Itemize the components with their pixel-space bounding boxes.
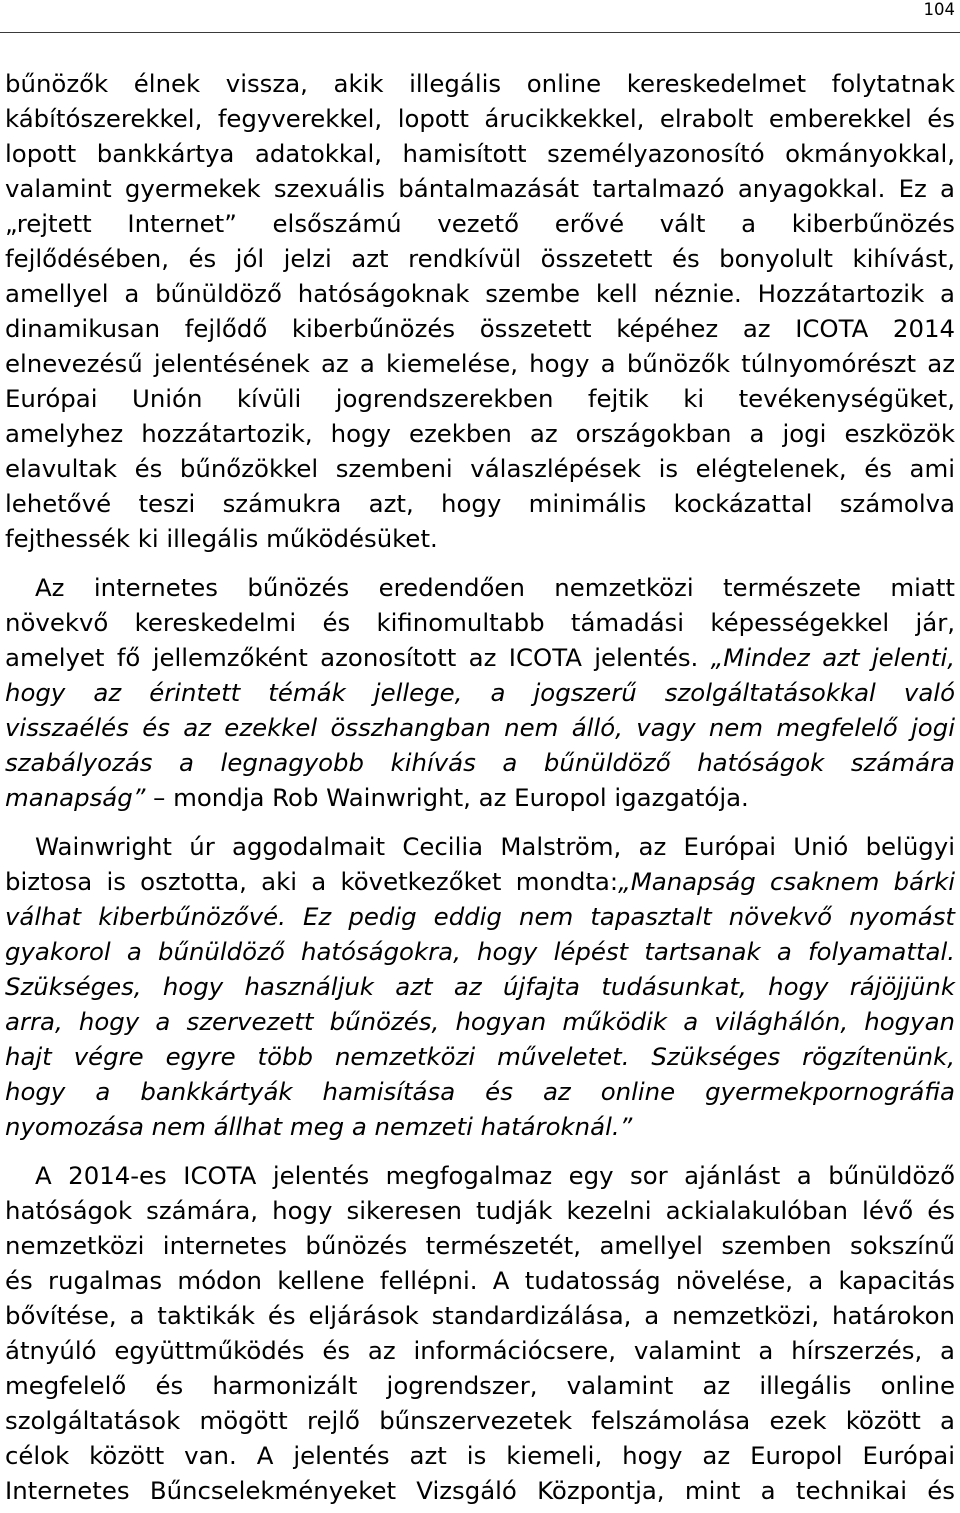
text-line [5, 605, 955, 640]
line-text: amelyet fő jellemzőként azonosított az ICOTA jelentés. [5, 643, 711, 672]
text-line [5, 640, 955, 675]
line-text: elavultak és bűnőzökkel szembeni válaszlépések is elégtelenek, és ami [5, 454, 955, 483]
line-text: hatóságok számára, hogy sikeresen tudják kezelni ackialakulóban lévő és [5, 1196, 955, 1225]
quote-text: hajt végre egyre több nemzetközi műveletet. Szükséges rögzítenünk, [5, 1042, 955, 1071]
text-line [5, 1473, 955, 1508]
line-text: Európai Unión kívüli jogrendszerekben fejtik ki tevékenységüket, [5, 384, 955, 413]
quote-text: szabályozás a legnagyobb kihívás a bűnüldöző hatóságok számára [5, 748, 955, 777]
line-text: lopott bankkártya adatokkal, hamisított személyazonosító okmányokkal, [5, 139, 955, 168]
text-line [5, 381, 955, 416]
text-line [5, 899, 955, 934]
line-text: amelyhez hozzátartozik, hogy ezekben az országokban a jogi eszközök [5, 419, 955, 448]
text-line [5, 675, 955, 710]
text-line [5, 241, 955, 276]
text-line [5, 780, 955, 815]
text-line [5, 829, 955, 864]
text-line [5, 1263, 955, 1298]
quote-text: gyakorol a bűnüldöző hatóságokra, hogy lépést tartsanak a folyamattal. [5, 937, 955, 966]
line-text: elnevezésű jelentésének az a kiemelése, hogy a bűnözők túlnyomórészt az [5, 349, 955, 378]
text-line [5, 451, 955, 486]
line-text: A 2014-es ICOTA jelentés megfogalmaz egy sor ajánlást a bűnüldöző [35, 1161, 955, 1190]
quote-text: hogy a bankkártyák hamisítása és az online gyermekpornográfia [5, 1077, 955, 1106]
paragraph-recommendations [5, 1158, 955, 1508]
paragraph-europol-quote [5, 570, 955, 815]
quote-text: arra, hogy a szervezett bűnözés, hogyan működik a világhálón, hogyan [5, 1007, 955, 1036]
quote-text: nyomozása nem állhat meg a nemzeti határoknál.” [5, 1112, 633, 1141]
text-line [5, 486, 955, 521]
line-text: valamint gyermekek szexuális bántalmazását tartalmazó anyagokkal. Ez a [5, 174, 955, 203]
text-body [5, 66, 955, 1508]
line-text: megfelelő és harmonizált jogrendszer, valamint az illegális online [5, 1371, 955, 1400]
line-text: Internetes Bűncselekményeket Vizsgáló Központja, mint a technikai és [5, 1476, 955, 1505]
quote-text: hogy az érintett témák jellege, a jogszerű szolgáltatásokkal való [5, 678, 955, 707]
text-line [5, 276, 955, 311]
line-text: dinamikusan fejlődő kiberbűnözés összetett képéhez az ICOTA 2014 [5, 314, 955, 343]
line-text: biztosa is osztotta, aki a következőket mondta: [5, 867, 619, 896]
text-line [5, 1004, 955, 1039]
text-line [5, 346, 955, 381]
text-line [5, 1109, 955, 1144]
line-text: kábítószerekkel, fegyverekkel, lopott árucikkekkel, elrabolt emberekkel és [5, 104, 955, 133]
line-text: bűnözők élnek vissza, akik illegális online kereskedelmet folytatnak [5, 69, 955, 98]
text-line [5, 136, 955, 171]
quote-text: Szükséges, hogy használjuk azt az újfajta tudásunkat, hogy rájöjjünk [5, 972, 955, 1001]
paragraph-continued [5, 66, 955, 556]
line-text: bővítése, a taktikák és eljárások standardizálása, a nemzetközi, határokon [5, 1301, 955, 1330]
text-line [5, 1438, 955, 1473]
quote-text: visszaélés és az ezekkel összhangban nem álló, vagy nem megfelelő jogi [5, 713, 955, 742]
text-line [5, 934, 955, 969]
text-line [5, 1298, 955, 1333]
text-line [5, 171, 955, 206]
text-line [5, 206, 955, 241]
quote-text: válhat kiberbűnözővé. Ez pedig eddig nem tapasztalt növekvő nyomást [5, 902, 955, 931]
line-text: amellyel a bűnüldöző hatóságoknak szembe kell néznie. Hozzátartozik a [5, 279, 955, 308]
text-line [5, 570, 955, 605]
text-line [5, 1039, 955, 1074]
line-text: nemzetközi internetes bűnözés természetét, amellyel szemben sokszínű [5, 1231, 955, 1260]
text-line [5, 864, 955, 899]
text-line [5, 710, 955, 745]
paragraph-commissioner-quote [5, 829, 955, 1144]
line-text: célok között van. A jelentés azt is kiemeli, hogy az Europol Európai [5, 1441, 955, 1470]
text-line [5, 1228, 955, 1263]
line-text: növekvő kereskedelmi és kifinomultabb támadási képességekkel jár, [5, 608, 955, 637]
text-line [5, 969, 955, 1004]
text-line [5, 1193, 955, 1228]
page-number: 104 [923, 0, 955, 19]
text-line [5, 101, 955, 136]
text-line [5, 745, 955, 780]
header-rule [0, 32, 960, 33]
line-text: Az internetes bűnözés eredendően nemzetközi természete miatt [35, 573, 955, 602]
text-line [5, 416, 955, 451]
quote-text: manapság” [5, 783, 146, 812]
line-text: szolgáltatások mögött rejlő bűnszervezetek felszámolása ezek között a [5, 1406, 955, 1435]
line-text: fejlődésében, és jól jelzi azt rendkívül összetett és bonyolult kihívást, [5, 244, 955, 273]
text-line [5, 1368, 955, 1403]
text-line [5, 521, 955, 556]
text-line [5, 1158, 955, 1193]
text-line [5, 1074, 955, 1109]
text-line [5, 66, 955, 101]
line-text: „rejtett Internet” elsőszámú vezető erővé vált a kiberbűnözés [5, 209, 955, 238]
text-line [5, 1403, 955, 1438]
line-text: fejthessék ki illegális működésüket. [5, 524, 438, 553]
line-text: lehetővé teszi számukra azt, hogy minimális kockázattal számolva [5, 489, 955, 518]
quote-text: „Mindez azt jelenti, [710, 643, 955, 672]
line-text: Wainwright úr aggodalmait Cecilia Malström, az Európai Unió belügyi [35, 832, 955, 861]
text-line [5, 311, 955, 346]
line-text: – mondja Rob Wainwright, az Europol igazgatója. [145, 783, 749, 812]
line-text: átnyúló együttműködés és az információcsere, valamint a hírszerzés, a [5, 1336, 955, 1365]
text-line [5, 1333, 955, 1368]
line-text: és rugalmas módon kellene fellépni. A tudatosság növelése, a kapacitás [5, 1266, 955, 1295]
quote-text: „Manapság csaknem bárki [618, 867, 955, 896]
